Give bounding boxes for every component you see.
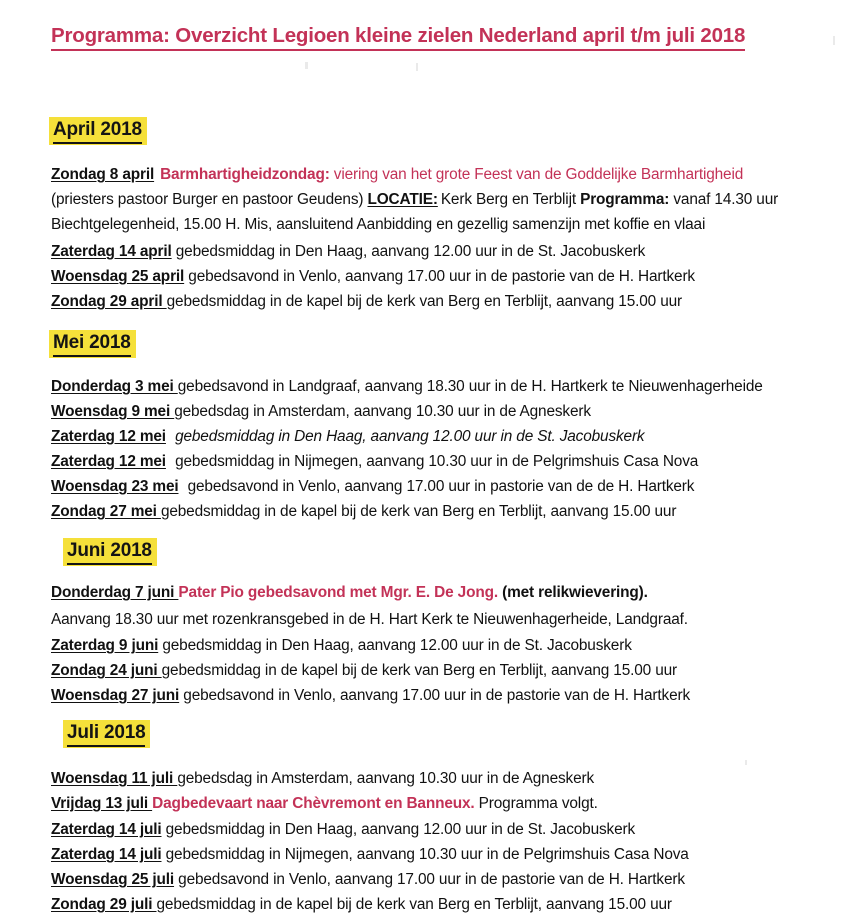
entry-highlight: Dagbedevaart naar Chèvremont en Banneux. bbox=[152, 795, 475, 812]
entry-date: Woensdag 27 juni bbox=[51, 687, 180, 704]
entry-line bbox=[51, 661, 677, 680]
entry-text: gebedsavond in Venlo, aanvang 17.00 uur in de pastorie van de H. Hartkerk bbox=[184, 268, 695, 285]
entry-continuation: Aanvang 18.30 uur met rozenkransgebed in de H. Hart Kerk te Nieuwenhagerheide, Landgraaf. bbox=[51, 611, 688, 628]
entry-text: (priesters pastoor Burger en pastoor Geudens) bbox=[51, 191, 368, 208]
entry-date: Woensdag 9 mei bbox=[51, 403, 175, 420]
month-heading-juli-label: Juli 2018 bbox=[67, 722, 145, 747]
entry-line bbox=[51, 636, 632, 655]
entry-date: Donderdag 3 mei bbox=[51, 378, 178, 395]
entry-line bbox=[51, 267, 695, 286]
entry-text: gebedsdag in Amsterdam, aanvang 10.30 uur in de Agneskerk bbox=[177, 770, 595, 787]
entry-date: Zondag 8 april bbox=[51, 166, 155, 183]
entry-line bbox=[51, 292, 682, 311]
location-value: Kerk Berg en Terblijt bbox=[440, 191, 581, 208]
entry-line bbox=[51, 427, 644, 446]
entry-line bbox=[51, 870, 685, 889]
month-heading-mei-label: Mei 2018 bbox=[53, 332, 131, 357]
document-title: Programma: Overzicht Legioen kleine zielen Nederland april t/m juli 2018 bbox=[51, 24, 745, 51]
entry-text: gebedsmiddag in Den Haag, aanvang 12.00 uur in de St. Jacobuskerk bbox=[158, 637, 632, 654]
entry-line bbox=[51, 402, 591, 421]
entry-text: gebedsavond in Venlo, aanvang 17.00 uur in de pastorie van de H. Hartkerk bbox=[179, 687, 690, 704]
entry-date: Zondag 29 april bbox=[51, 293, 167, 310]
month-heading-juni bbox=[63, 538, 157, 566]
entry-highlight: Barmhartigheidzondag: bbox=[160, 166, 330, 183]
entry-line bbox=[51, 895, 672, 914]
entry-date: Woensdag 25 juli bbox=[51, 871, 175, 888]
entry-text: gebedsavond in Landgraaf, aanvang 18.30 uur in de H. Hartkerk te Nieuwenhagerheide bbox=[177, 378, 763, 395]
entry-line bbox=[51, 377, 763, 396]
entry-date: Zaterdag 14 juli bbox=[51, 846, 162, 863]
scan-artifact bbox=[833, 36, 835, 45]
entry-highlight: Pater Pio gebedsavond met Mgr. E. De Jong. bbox=[178, 584, 503, 601]
entry-red-text: viering van het grote Feest van de Goddelijke Barmhartigheid bbox=[329, 166, 744, 183]
month-heading-juli bbox=[63, 720, 150, 748]
entry-line bbox=[51, 477, 694, 496]
entry-line bbox=[51, 845, 689, 864]
entry-date: Zondag 24 juni bbox=[51, 662, 162, 679]
entry-date: Woensdag 23 mei bbox=[51, 478, 179, 495]
entry-date: Zondag 27 mei bbox=[51, 503, 161, 520]
scan-artifact bbox=[745, 760, 747, 765]
entry-text: Programma volgt. bbox=[474, 795, 598, 812]
entry-note: (met relikwievering). bbox=[502, 584, 648, 601]
scan-artifact bbox=[305, 62, 308, 69]
entry-date: Zaterdag 12 mei bbox=[51, 453, 166, 470]
entry-text: gebedsavond in Venlo, aanvang 17.00 uur in pastorie van de de H. Hartkerk bbox=[183, 478, 695, 495]
entry-line bbox=[51, 452, 698, 471]
entry-line bbox=[51, 820, 635, 839]
entry-date: Woensdag 11 juli bbox=[51, 770, 178, 787]
entry-date: Zaterdag 9 juni bbox=[51, 637, 159, 654]
entry-date: Donderdag 7 juni bbox=[51, 584, 179, 601]
entry-text: gebedsmiddag in Den Haag, aanvang 12.00 uur in de St. Jacobuskerk bbox=[171, 243, 646, 260]
entry-text: gebedsdag in Amsterdam, aanvang 10.30 uur in de Agneskerk bbox=[174, 403, 591, 420]
entry-line bbox=[51, 583, 648, 602]
entry-text: gebedsmiddag in de kapel bij de kerk van Berg en Terblijt, aanvang 15.00 uur bbox=[160, 503, 677, 520]
entry-text: gebedsmiddag in Den Haag, aanvang 12.00 uur in de St. Jacobuskerk bbox=[170, 428, 645, 445]
entry-text: gebedsmiddag in de kapel bij de kerk van Berg en Terblijt, aanvang 15.00 uur bbox=[166, 293, 682, 310]
month-heading-april bbox=[49, 117, 147, 145]
entry-line bbox=[51, 502, 676, 521]
entry-line bbox=[51, 686, 690, 705]
entry-date: Vrijdag 13 juli bbox=[51, 795, 153, 812]
entry-date: Zaterdag 12 mei bbox=[51, 428, 166, 445]
entry-line bbox=[51, 242, 645, 261]
entry-text: gebedsmiddag in Den Haag, aanvang 12.00 uur in de St. Jacobuskerk bbox=[161, 821, 636, 838]
month-heading-april-label: April 2018 bbox=[53, 119, 142, 144]
scan-artifact bbox=[416, 63, 418, 71]
entry-text: gebedsmiddag in Nijmegen, aanvang 10.30 uur in de Pelgrimshuis Casa Nova bbox=[161, 846, 689, 863]
entry-date: Zondag 29 juli bbox=[51, 896, 157, 913]
entry-line bbox=[51, 794, 598, 813]
programme-value: vanaf 14.30 uur bbox=[669, 191, 779, 208]
entry-text: gebedsmiddag in Nijmegen, aanvang 10.30 uur in de Pelgrimshuis Casa Nova bbox=[170, 453, 699, 470]
month-heading-juni-label: Juni 2018 bbox=[67, 540, 152, 565]
entry-continuation: Biechtgelegenheid, 15.00 H. Mis, aansluitend Aanbidding en gezellig samenzijn met koffie en vlaai bbox=[51, 216, 706, 233]
programme-label: Programma: bbox=[580, 191, 670, 208]
entry-line bbox=[51, 165, 743, 184]
location-label: LOCATIE: bbox=[367, 191, 438, 208]
entry-date: Zaterdag 14 april bbox=[51, 243, 172, 260]
entry-date: Zaterdag 14 juli bbox=[51, 821, 162, 838]
entry-text: gebedsmiddag in de kapel bij de kerk van Berg en Terblijt, aanvang 15.00 uur bbox=[156, 896, 672, 913]
entry-text: gebedsavond in Venlo, aanvang 17.00 uur in de pastorie van de H. Hartkerk bbox=[174, 871, 685, 888]
entry-continuation bbox=[51, 190, 778, 209]
entry-line bbox=[51, 769, 594, 788]
entry-text: gebedsmiddag in de kapel bij de kerk van Berg en Terblijt, aanvang 15.00 uur bbox=[161, 662, 677, 679]
entry-date: Woensdag 25 april bbox=[51, 268, 185, 285]
month-heading-mei bbox=[49, 330, 136, 358]
